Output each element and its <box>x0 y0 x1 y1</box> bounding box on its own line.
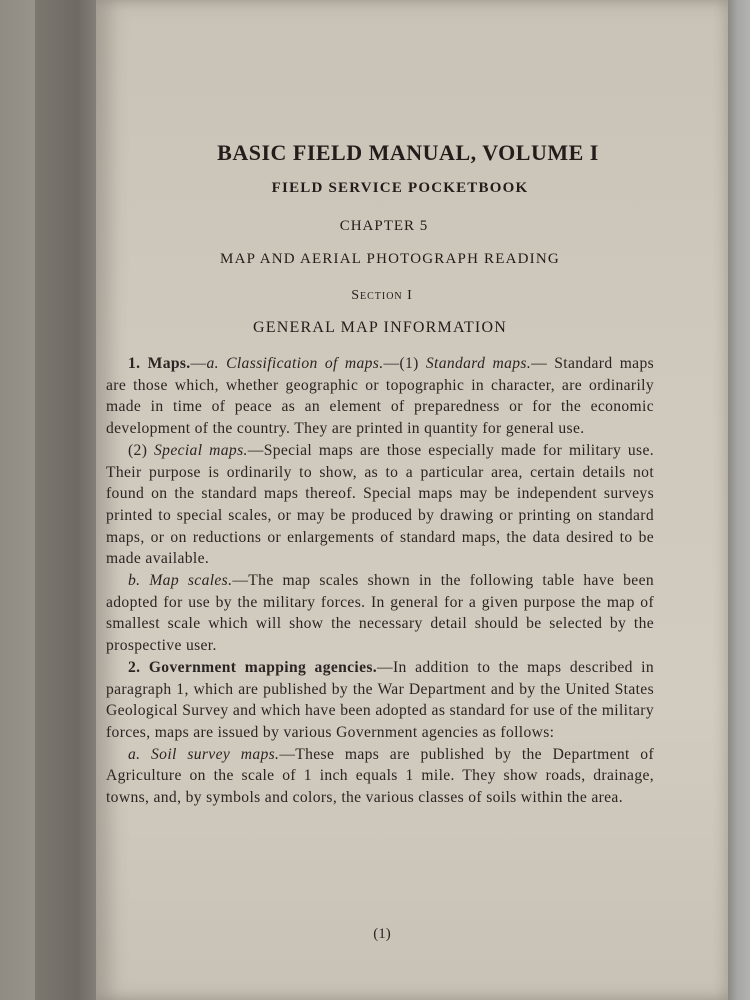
paragraph-text: Special maps are those especially made for military use. Their purpose is ordinarily to show, as to a particular area, certain details not found on the standard maps thereof. Special maps may be independent surveys printed to special scales, or may be produced by drawing or printing on standard maps, or on reductions or enlargements of standard maps, the data desired to be made available. <box>106 441 654 568</box>
em-dash: — <box>247 441 264 459</box>
previous-page-edge <box>0 0 40 1000</box>
item-heading: Standard maps. <box>425 355 532 372</box>
body-text <box>106 353 654 809</box>
sub-heading: Map scales. <box>149 572 233 590</box>
paragraph-number: 1. <box>128 355 141 372</box>
em-dash: — <box>377 658 393 676</box>
paragraph-text: The map scales shown in the following table have been adopted for use by the military forces. In general for a given purpose the map of smallest scale which will show the necessary detail should be selected by the prospective user. <box>106 572 654 655</box>
item-heading: Special maps. <box>154 441 248 459</box>
page-number: (1) <box>373 926 391 942</box>
em-dash: — <box>232 572 249 590</box>
sub-heading: Soil survey maps. <box>151 745 280 763</box>
paragraph-soil-survey-maps <box>106 744 654 809</box>
manual-subtitle: FIELD SERVICE POCKETBOOK <box>271 180 529 196</box>
paragraph-number: 2. <box>128 658 141 676</box>
paragraph-2-government-agencies <box>106 657 654 744</box>
sub-label: a. <box>206 355 219 372</box>
paragraph-text: In addition to the maps described in paragraph 1, which are published by the War Department and by the United States Geological Survey and which have been adopted as standard for use of the military forces, maps are issued by various Government agencies as follows: <box>106 658 655 741</box>
sub-label: a. <box>128 745 141 763</box>
em-dash: — <box>190 355 207 372</box>
em-dash: — <box>383 355 400 372</box>
manual-title: BASIC FIELD MANUAL, VOLUME I <box>217 140 599 165</box>
section-title: GENERAL MAP INFORMATION <box>253 319 507 336</box>
paragraph-1-standard-maps <box>106 353 654 440</box>
section-label: Section I <box>351 288 413 303</box>
em-dash: — <box>531 355 548 372</box>
chapter-title: MAP AND AERIAL PHOTOGRAPH READING <box>220 251 560 267</box>
item-label: (2) <box>128 441 148 459</box>
paragraph-special-maps <box>106 440 654 570</box>
paragraph-text: Standard maps are those which, whether geographic or topographic in character, are ordinarily made in time of peace as an element of preparedness or for the economic development of the country. They are printed in quantity for general use. <box>106 355 655 438</box>
chapter-label: CHAPTER 5 <box>339 218 429 234</box>
paragraph-heading: Maps. <box>147 355 191 372</box>
book-page <box>96 0 728 1000</box>
sub-heading: Classification of maps. <box>226 355 384 372</box>
sub-label: b. <box>128 572 141 590</box>
paragraph-text: These maps are published by the Department of Agriculture on the scale of 1 inch equals 1 mile. They show roads, drainage, towns, and, by symbols and colors, the various classes of soils within the area. <box>106 745 654 807</box>
em-dash: — <box>279 745 296 763</box>
paragraph-heading: Government mapping agencies. <box>148 658 378 676</box>
paragraph-map-scales <box>106 570 654 657</box>
item-label: (1) <box>399 355 419 372</box>
